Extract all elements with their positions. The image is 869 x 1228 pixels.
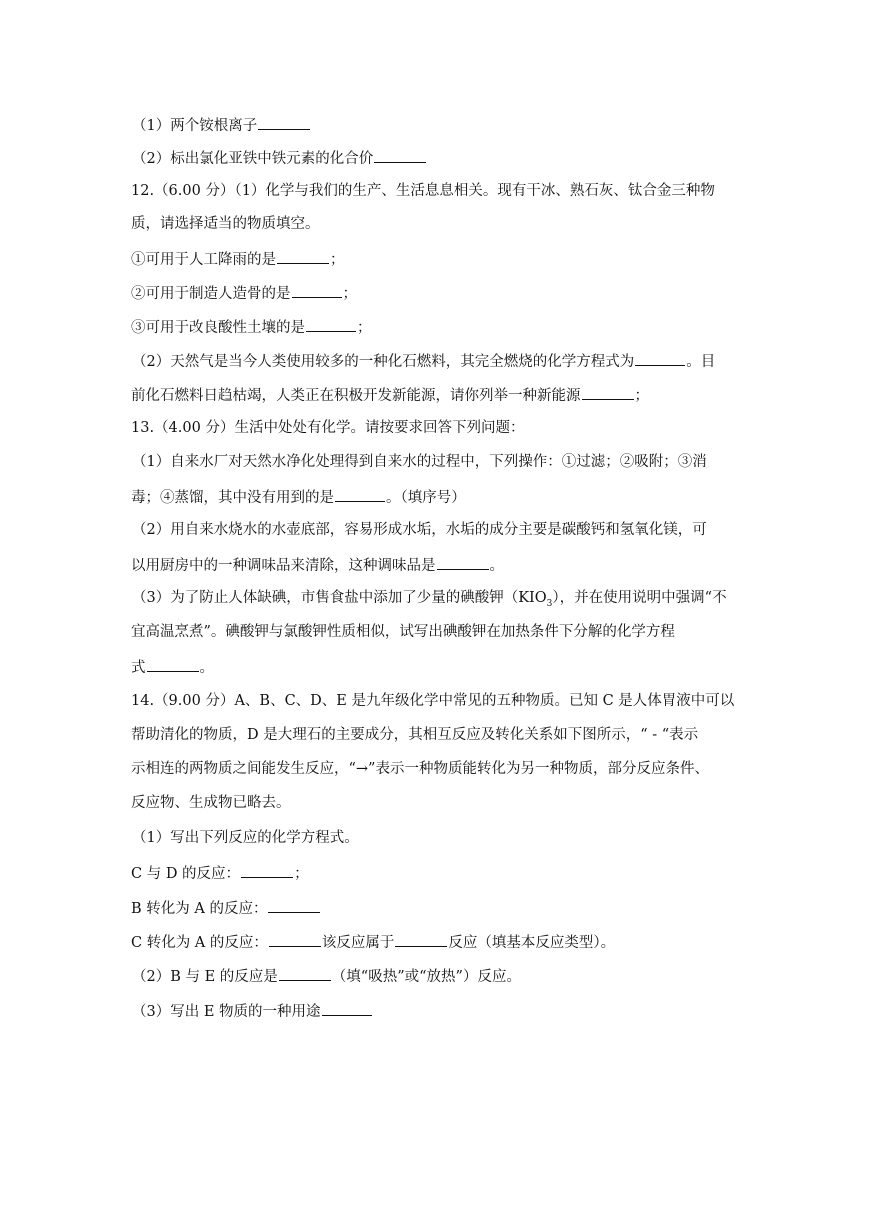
answer-blank[interactable] xyxy=(635,350,685,366)
answer-blank[interactable] xyxy=(306,316,356,332)
answer-blank[interactable] xyxy=(277,248,329,264)
q13-heading: 13.（4.00 分）生活中处处有化学。请按要求回答下列问题： xyxy=(131,420,525,436)
answer-blank[interactable] xyxy=(292,282,342,298)
answer-blank[interactable] xyxy=(322,1000,372,1016)
q14-heading-cont2: 示相连的两物质之间能发生反应，“→”表示一种物质能转化为另一种物质，部分反应条件、 xyxy=(131,761,709,777)
q14-ba-reaction: B 转化为 A 的反应： xyxy=(131,897,869,919)
q12-item2: ②可用于制造人造骨的是 ； xyxy=(131,282,869,304)
answer-blank[interactable] xyxy=(582,384,634,400)
q13-sub2-line1: （2）用自来水烧水的水壶底部，容易形成水垢，水垢的成分主要是碳酸钙和氢氧化镁，可 xyxy=(132,522,707,538)
answer-blank[interactable] xyxy=(268,897,320,913)
q11-sub2: （2）标出氯化亚铁中铁元素的化合价 xyxy=(132,147,869,169)
q14-heading: 14.（9.00 分）A、B、C、D、E 是九年级化学中常见的五种物质。已知 C 是人体胃液中可以 xyxy=(131,693,735,709)
q14-heading-cont1: 帮助清化的物质，D 是大理石的主要成分，其相互反应及转化关系如下图所示，“ - “表示 xyxy=(131,727,699,743)
q12-sub2-line2: 前化石燃料日趋枯竭，人类正在积极开发新能源，请你列举一种新能源 ； xyxy=(131,384,869,406)
q13-sub2-line2: 以用厨房中的一种调味品来清除，这种调味品是 。 xyxy=(131,554,869,576)
q12-item3: ③可用于改良酸性土壤的是 ； xyxy=(131,316,869,338)
answer-blank[interactable] xyxy=(437,554,489,570)
q12-sub2-line1: （2）天然气是当今人类使用较多的一种化石燃料，其完全燃烧的化学方程式为 。目 xyxy=(132,350,869,372)
q14-ca-reaction: C 转化为 A 的反应： 该反应属于 反应（填基本反应类型）。 xyxy=(131,931,869,953)
answer-blank[interactable] xyxy=(269,931,321,947)
q14-cd-reaction: C 与 D 的反应： ； xyxy=(131,862,869,884)
q12-heading: 12.（6.00 分）（1）化学与我们的生产、生活息息相关。现有干冰、熟石灰、钛合金三种物 xyxy=(131,183,715,199)
answer-blank[interactable] xyxy=(335,486,385,502)
q14-sub2: （2）B 与 E 的反应是 （填“吸热”或“放热”）反应。 xyxy=(132,965,869,987)
q13-sub1-line2: 毒；④蒸馏，其中没有用到的是 。（填序号） xyxy=(131,486,869,508)
q14-sub1: （1）写出下列反应的化学方程式。 xyxy=(132,830,359,846)
q11-sub1: （1）两个铵根离子 xyxy=(132,114,869,136)
q13-sub1-line1: （1）自来水厂对天然水净化处理得到自来水的过程中，下列操作：①过滤；②吸附；③消 xyxy=(132,454,707,470)
q13-sub3-line3: 式 。 xyxy=(131,656,869,678)
answer-blank[interactable] xyxy=(241,862,293,878)
q13-sub3-line2: 宜高温烹煮”。碘酸钾与氯酸钾性质相似，试写出碘酸钾在加热条件下分解的化学方程 xyxy=(131,624,675,640)
q12-heading-cont: 质，请选择适当的物质填空。 xyxy=(131,216,320,232)
answer-blank[interactable] xyxy=(147,656,199,672)
q12-item1: ①可用于人工降雨的是 ； xyxy=(131,248,869,270)
answer-blank[interactable] xyxy=(279,965,331,981)
q14-sub3: （3）写出 E 物质的一种用途 xyxy=(132,1000,869,1022)
subscript: 3 xyxy=(546,598,553,609)
q14-heading-cont3: 反应物、生成物已略去。 xyxy=(131,795,291,811)
answer-blank[interactable] xyxy=(374,147,426,163)
q13-sub3-line1: （3）为了防止人体缺碘，市售食盐中添加了少量的碘酸钾$(KIO_3)$，并在使用说明中强调“不 xyxy=(132,590,727,609)
answer-blank[interactable] xyxy=(395,931,447,947)
answer-blank[interactable] xyxy=(258,114,310,130)
